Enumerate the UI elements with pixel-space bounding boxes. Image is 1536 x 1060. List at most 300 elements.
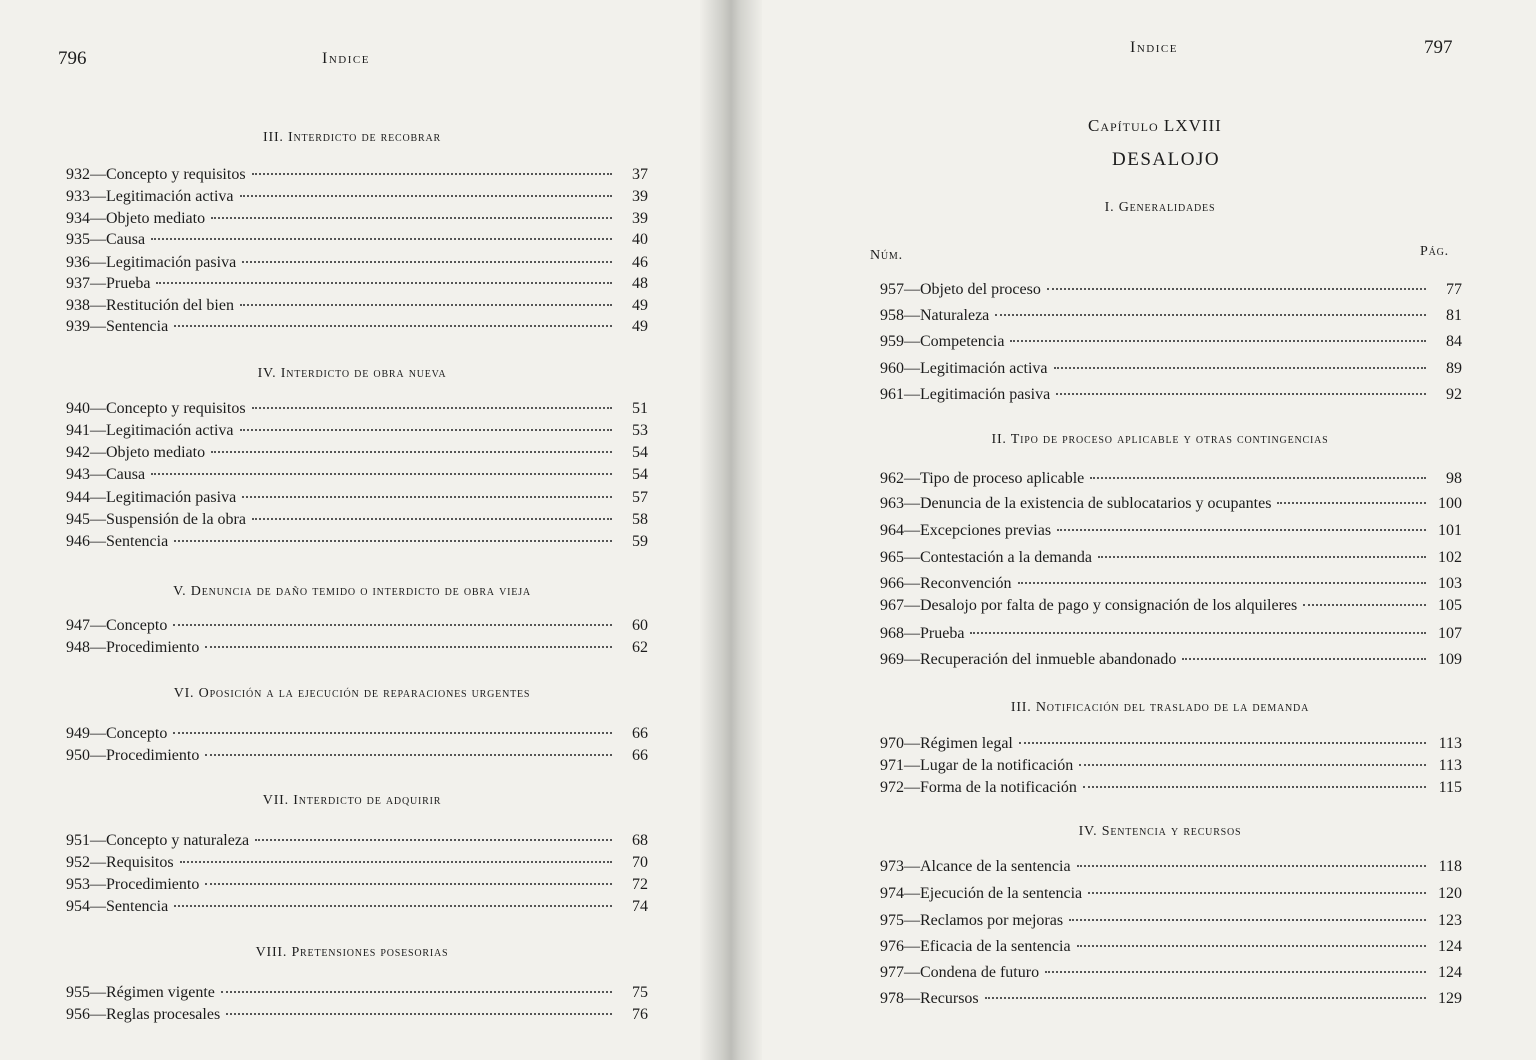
- column-head-number: Núm.: [870, 248, 903, 263]
- entry-number: 948: [66, 639, 90, 656]
- entry-title: Legitimación activa: [920, 360, 1048, 377]
- toc-entry: [66, 465, 648, 485]
- entry-page-number: 39: [632, 210, 648, 227]
- entry-number: 964: [880, 522, 904, 539]
- entry-title: Concepto: [106, 617, 168, 634]
- entry-number: 946: [66, 533, 90, 550]
- entry-dash: —: [904, 779, 920, 796]
- entry-dash: —: [904, 495, 920, 512]
- entry-title: Recuperación del inmueble abandonado: [920, 651, 1177, 668]
- entry-title: Sentencia: [106, 898, 169, 915]
- entry-page-number: 59: [632, 533, 648, 550]
- dot-leader: [1069, 919, 1426, 921]
- entry-title: Sentencia: [106, 533, 169, 550]
- section-heading: II. Tipo de proceso aplicable y otras contingencias: [991, 432, 1329, 447]
- entry-page-number: 62: [632, 639, 648, 656]
- entry-title: Objeto del proceso: [920, 281, 1041, 298]
- entry-dash: —: [90, 489, 106, 506]
- entry-number: 944: [66, 489, 90, 506]
- dot-leader: [211, 217, 612, 219]
- entry-dash: —: [90, 422, 106, 439]
- dot-leader: [1077, 865, 1426, 867]
- entry-dash: —: [904, 597, 920, 614]
- entry-page-number: 51: [632, 400, 648, 417]
- dot-leader: [242, 496, 612, 498]
- entry-number: 951: [66, 832, 90, 849]
- entry-title: Objeto mediato: [106, 210, 206, 227]
- toc-entry: [880, 574, 1462, 594]
- dot-leader: [151, 473, 612, 475]
- dot-leader: [1057, 529, 1426, 531]
- toc-entry: [66, 253, 648, 273]
- entry-page-number: 46: [632, 254, 648, 271]
- entry-dash: —: [904, 858, 920, 875]
- dot-leader: [174, 540, 612, 542]
- dot-leader: [1098, 556, 1426, 558]
- entry-title: Prueba: [920, 625, 965, 642]
- entry-page-number: 105: [1438, 597, 1462, 614]
- right-page-number: 797: [1424, 37, 1453, 58]
- entry-dash: —: [90, 210, 106, 227]
- toc-entry: [66, 421, 648, 441]
- entry-number: 939: [66, 318, 90, 335]
- entry-number: 945: [66, 511, 90, 528]
- toc-entry: [880, 734, 1462, 754]
- entry-number: 974: [880, 885, 904, 902]
- dot-leader: [252, 173, 612, 175]
- entry-number: 934: [66, 210, 90, 227]
- entry-title: Sentencia: [106, 318, 169, 335]
- entry-title: Alcance de la sentencia: [920, 858, 1071, 875]
- entry-page-number: 115: [1438, 779, 1462, 796]
- entry-page-number: 53: [632, 422, 648, 439]
- entry-dash: —: [90, 639, 106, 656]
- entry-page-number: 72: [632, 876, 648, 893]
- entry-title: Régimen vigente: [106, 984, 215, 1001]
- toc-entry: [880, 937, 1462, 957]
- entry-page-number: 81: [1446, 307, 1462, 324]
- toc-entry: [66, 317, 648, 337]
- toc-entry: [880, 521, 1462, 541]
- entry-dash: —: [90, 1006, 106, 1023]
- toc-entry: [880, 756, 1462, 776]
- dot-leader: [1303, 604, 1426, 606]
- entry-dash: —: [904, 990, 920, 1007]
- entry-dash: —: [904, 912, 920, 929]
- entry-page-number: 49: [632, 297, 648, 314]
- entry-number: 938: [66, 297, 90, 314]
- dot-leader: [970, 632, 1426, 634]
- toc-entry: [66, 983, 648, 1003]
- entry-number: 942: [66, 444, 90, 461]
- entry-number: 953: [66, 876, 90, 893]
- entry-number: 935: [66, 231, 90, 248]
- section-heading: VI. Oposición a la ejecución de reparaciones urgentes: [173, 686, 531, 701]
- toc-entry: [66, 532, 648, 552]
- dot-leader: [173, 624, 612, 626]
- entry-title: Suspensión de la obra: [106, 511, 246, 528]
- entry-dash: —: [904, 735, 920, 752]
- entry-title: Restitución del bien: [106, 297, 234, 314]
- toc-entry: [66, 230, 648, 250]
- entry-dash: —: [904, 281, 920, 298]
- entry-number: 967: [880, 597, 904, 614]
- entry-number: 970: [880, 735, 904, 752]
- entry-number: 954: [66, 898, 90, 915]
- entry-title: Concepto y requisitos: [106, 166, 246, 183]
- dot-leader: [1083, 786, 1426, 788]
- toc-entry: [880, 280, 1462, 300]
- entry-number: 957: [880, 281, 904, 298]
- toc-entry: [66, 165, 648, 185]
- entry-page-number: 40: [632, 231, 648, 248]
- toc-entry: [66, 274, 648, 294]
- entry-page-number: 124: [1438, 964, 1462, 981]
- chapter-heading: Capítulo LXVIII: [1088, 116, 1222, 135]
- entry-page-number: 100: [1438, 495, 1462, 512]
- entry-dash: —: [90, 854, 106, 871]
- entry-dash: —: [904, 470, 920, 487]
- entry-title: Condena de futuro: [920, 964, 1040, 981]
- entry-title: Competencia: [920, 333, 1005, 350]
- entry-dash: —: [904, 522, 920, 539]
- entry-dash: —: [904, 333, 920, 350]
- dot-leader: [174, 905, 612, 907]
- entry-number: 971: [880, 757, 904, 774]
- entry-dash: —: [90, 747, 106, 764]
- entry-dash: —: [904, 386, 920, 403]
- entry-page-number: 58: [632, 511, 648, 528]
- section-heading: IV. Sentencia y recursos: [1078, 824, 1242, 839]
- dot-leader: [1010, 340, 1426, 342]
- entry-page-number: 74: [632, 898, 648, 915]
- section-heading: IV. Interdicto de obra nueva: [257, 366, 447, 381]
- entry-title: Recursos: [920, 990, 979, 1007]
- entry-title: Concepto y requisitos: [106, 400, 246, 417]
- dot-leader: [226, 1013, 612, 1015]
- dot-leader: [173, 732, 612, 734]
- entry-number: 940: [66, 400, 90, 417]
- entry-page-number: 113: [1438, 735, 1462, 752]
- entry-title: Causa: [106, 466, 146, 483]
- dot-leader: [255, 839, 612, 841]
- dot-leader: [1077, 945, 1426, 947]
- entry-title: Legitimación activa: [106, 188, 234, 205]
- entry-page-number: 102: [1438, 549, 1462, 566]
- toc-entry: [66, 209, 648, 229]
- entry-title: Requisitos: [106, 854, 174, 871]
- toc-entry: [880, 494, 1462, 514]
- entry-number: 960: [880, 360, 904, 377]
- entry-dash: —: [90, 400, 106, 417]
- entry-title: Contestación a la demanda: [920, 549, 1092, 566]
- toc-entry: [880, 963, 1462, 983]
- entry-title: Procedimiento: [106, 876, 200, 893]
- dot-leader: [240, 195, 613, 197]
- entry-page-number: 54: [632, 444, 648, 461]
- entry-page-number: 98: [1446, 470, 1462, 487]
- entry-page-number: 113: [1438, 757, 1462, 774]
- entry-page-number: 57: [632, 489, 648, 506]
- entry-number: 973: [880, 858, 904, 875]
- dot-leader: [1056, 393, 1426, 395]
- dot-leader: [1088, 892, 1426, 894]
- entry-title: Reconvención: [920, 575, 1012, 592]
- entry-page-number: 68: [632, 832, 648, 849]
- entry-page-number: 39: [632, 188, 648, 205]
- entry-dash: —: [90, 166, 106, 183]
- dot-leader: [985, 997, 1426, 999]
- toc-entry: [66, 724, 648, 744]
- dot-leader: [180, 861, 612, 863]
- entry-title: Prueba: [106, 275, 151, 292]
- entry-title: Legitimación pasiva: [920, 386, 1051, 403]
- entry-title: Legitimación pasiva: [106, 254, 237, 271]
- section-heading: III. Notificación del traslado de la demanda: [1010, 700, 1310, 715]
- entry-dash: —: [90, 297, 106, 314]
- right-running-head: Indice: [1130, 39, 1178, 56]
- entry-number: 961: [880, 386, 904, 403]
- entry-page-number: 118: [1438, 858, 1462, 875]
- entry-number: 978: [880, 990, 904, 1007]
- entry-dash: —: [90, 275, 106, 292]
- toc-entry: [880, 624, 1462, 644]
- entry-number: 975: [880, 912, 904, 929]
- chapter-title: DESALOJO: [1112, 149, 1221, 170]
- toc-entry: [66, 616, 648, 636]
- entry-number: 958: [880, 307, 904, 324]
- entry-dash: —: [90, 876, 106, 893]
- section-heading: III. Interdicto de recobrar: [263, 130, 441, 145]
- entry-dash: —: [90, 725, 106, 742]
- entry-page-number: 103: [1438, 575, 1462, 592]
- entry-number: 968: [880, 625, 904, 642]
- dot-leader: [995, 314, 1426, 316]
- entry-dash: —: [904, 938, 920, 955]
- entry-page-number: 76: [632, 1006, 648, 1023]
- entry-number: 932: [66, 166, 90, 183]
- entry-title: Reclamos por mejoras: [920, 912, 1064, 929]
- toc-entry: [66, 853, 648, 873]
- entry-number: 977: [880, 964, 904, 981]
- entry-page-number: 37: [632, 166, 648, 183]
- entry-dash: —: [90, 318, 106, 335]
- toc-entry: [880, 857, 1462, 877]
- dot-leader: [252, 518, 612, 520]
- section-heading: VII. Interdicto de adquirir: [262, 793, 442, 808]
- entry-page-number: 54: [632, 466, 648, 483]
- dot-leader: [211, 451, 612, 453]
- dot-leader: [1054, 367, 1427, 369]
- toc-entry: [66, 510, 648, 530]
- dot-leader: [1018, 582, 1426, 584]
- entry-page-number: 49: [632, 318, 648, 335]
- toc-entry: [66, 488, 648, 508]
- toc-entry: [880, 359, 1462, 379]
- entry-number: 963: [880, 495, 904, 512]
- entry-title: Lugar de la notificación: [920, 757, 1074, 774]
- entry-dash: —: [904, 575, 920, 592]
- entry-number: 959: [880, 333, 904, 350]
- entry-title: Tipo de proceso aplicable: [920, 470, 1085, 487]
- toc-entry: [66, 875, 648, 895]
- toc-entry: [880, 596, 1462, 616]
- toc-entry: [66, 638, 648, 658]
- dot-leader: [205, 754, 612, 756]
- entry-page-number: 124: [1438, 938, 1462, 955]
- toc-entry: [880, 332, 1462, 352]
- toc-entry: [880, 911, 1462, 931]
- entry-page-number: 66: [632, 747, 648, 764]
- entry-number: 952: [66, 854, 90, 871]
- entry-page-number: 129: [1438, 990, 1462, 1007]
- entry-number: 949: [66, 725, 90, 742]
- toc-entry: [66, 897, 648, 917]
- entry-title: Desalojo por falta de pago y consignación de los alquileres: [920, 597, 1298, 614]
- entry-dash: —: [904, 549, 920, 566]
- entry-title: Excepciones previas: [920, 522, 1052, 539]
- left-page-number: 796: [58, 48, 87, 69]
- entry-title: Naturaleza: [920, 307, 990, 324]
- dot-leader: [240, 429, 613, 431]
- entry-dash: —: [90, 533, 106, 550]
- column-head-page: Pág.: [1420, 244, 1449, 259]
- entry-page-number: 89: [1446, 360, 1462, 377]
- entry-number: 941: [66, 422, 90, 439]
- dot-leader: [252, 407, 612, 409]
- entry-dash: —: [904, 964, 920, 981]
- toc-entry: [66, 1005, 648, 1025]
- entry-number: 933: [66, 188, 90, 205]
- left-running-head: Indice: [322, 50, 370, 67]
- entry-dash: —: [904, 885, 920, 902]
- toc-entry: [880, 548, 1462, 568]
- entry-number: 950: [66, 747, 90, 764]
- toc-entry: [66, 831, 648, 851]
- entry-dash: —: [90, 898, 106, 915]
- entry-title: Concepto: [106, 725, 168, 742]
- entry-dash: —: [90, 511, 106, 528]
- entry-page-number: 60: [632, 617, 648, 634]
- entry-title: Concepto y naturaleza: [106, 832, 250, 849]
- dot-leader: [1047, 288, 1426, 290]
- entry-number: 976: [880, 938, 904, 955]
- entry-number: 965: [880, 549, 904, 566]
- toc-entry: [880, 650, 1462, 670]
- entry-dash: —: [904, 625, 920, 642]
- toc-entry: [66, 399, 648, 419]
- entry-dash: —: [90, 231, 106, 248]
- entry-page-number: 48: [632, 275, 648, 292]
- dot-leader: [1045, 971, 1426, 973]
- entry-dash: —: [904, 307, 920, 324]
- entry-title: Ejecución de la sentencia: [920, 885, 1083, 902]
- entry-number: 947: [66, 617, 90, 634]
- entry-number: 956: [66, 1006, 90, 1023]
- entry-dash: —: [90, 444, 106, 461]
- dot-leader: [1277, 502, 1426, 504]
- toc-entry: [66, 746, 648, 766]
- dot-leader: [221, 991, 612, 993]
- toc-entry: [880, 884, 1462, 904]
- entry-page-number: 123: [1438, 912, 1462, 929]
- entry-number: 936: [66, 254, 90, 271]
- entry-number: 962: [880, 470, 904, 487]
- entry-dash: —: [90, 617, 106, 634]
- section-heading: VIII. Pretensiones posesorias: [255, 945, 449, 960]
- entry-dash: —: [904, 757, 920, 774]
- dot-leader: [205, 646, 612, 648]
- entry-dash: —: [90, 832, 106, 849]
- entry-number: 966: [880, 575, 904, 592]
- book-gutter: [700, 0, 762, 1060]
- toc-entry: [66, 443, 648, 463]
- dot-leader: [240, 304, 612, 306]
- entry-number: 969: [880, 651, 904, 668]
- dot-leader: [174, 325, 612, 327]
- dot-leader: [1079, 764, 1426, 766]
- entry-title: Denuncia de la existencia de sublocatarios y ocupantes: [920, 495, 1272, 512]
- entry-dash: —: [90, 254, 106, 271]
- entry-title: Procedimiento: [106, 747, 200, 764]
- dot-leader: [1019, 742, 1426, 744]
- toc-entry: [880, 989, 1462, 1009]
- dot-leader: [242, 261, 612, 263]
- entry-title: Régimen legal: [920, 735, 1013, 752]
- entry-title: Procedimiento: [106, 639, 200, 656]
- toc-entry: [880, 306, 1462, 326]
- entry-title: Legitimación activa: [106, 422, 234, 439]
- entry-dash: —: [904, 360, 920, 377]
- entry-dash: —: [90, 188, 106, 205]
- entry-number: 937: [66, 275, 90, 292]
- toc-entry: [880, 469, 1462, 489]
- section-heading: V. Denuncia de daño temido o interdicto de obra vieja: [173, 584, 531, 599]
- entry-dash: —: [90, 984, 106, 1001]
- toc-entry: [66, 296, 648, 316]
- dot-leader: [156, 282, 612, 284]
- dot-leader: [1182, 658, 1426, 660]
- entry-title: Eficacia de la sentencia: [920, 938, 1071, 955]
- toc-entry: [66, 187, 648, 207]
- entry-title: Reglas procesales: [106, 1006, 221, 1023]
- entry-title: Forma de la notificación: [920, 779, 1077, 796]
- entry-page-number: 75: [632, 984, 648, 1001]
- dot-leader: [1090, 477, 1426, 479]
- entry-page-number: 84: [1446, 333, 1462, 350]
- entry-page-number: 70: [632, 854, 648, 871]
- entry-title: Legitimación pasiva: [106, 489, 237, 506]
- entry-page-number: 92: [1446, 386, 1462, 403]
- entry-title: Objeto mediato: [106, 444, 206, 461]
- entry-dash: —: [904, 651, 920, 668]
- entry-number: 943: [66, 466, 90, 483]
- entry-number: 972: [880, 779, 904, 796]
- entry-number: 955: [66, 984, 90, 1001]
- dot-leader: [205, 883, 612, 885]
- entry-dash: —: [90, 466, 106, 483]
- entry-page-number: 77: [1446, 281, 1462, 298]
- toc-entry: [880, 778, 1462, 798]
- entry-page-number: 109: [1438, 651, 1462, 668]
- entry-title: Causa: [106, 231, 146, 248]
- entry-page-number: 66: [632, 725, 648, 742]
- entry-page-number: 101: [1438, 522, 1462, 539]
- dot-leader: [151, 238, 612, 240]
- section-heading: I. Generalidades: [1104, 200, 1216, 215]
- entry-page-number: 120: [1438, 885, 1462, 902]
- entry-page-number: 107: [1438, 625, 1462, 642]
